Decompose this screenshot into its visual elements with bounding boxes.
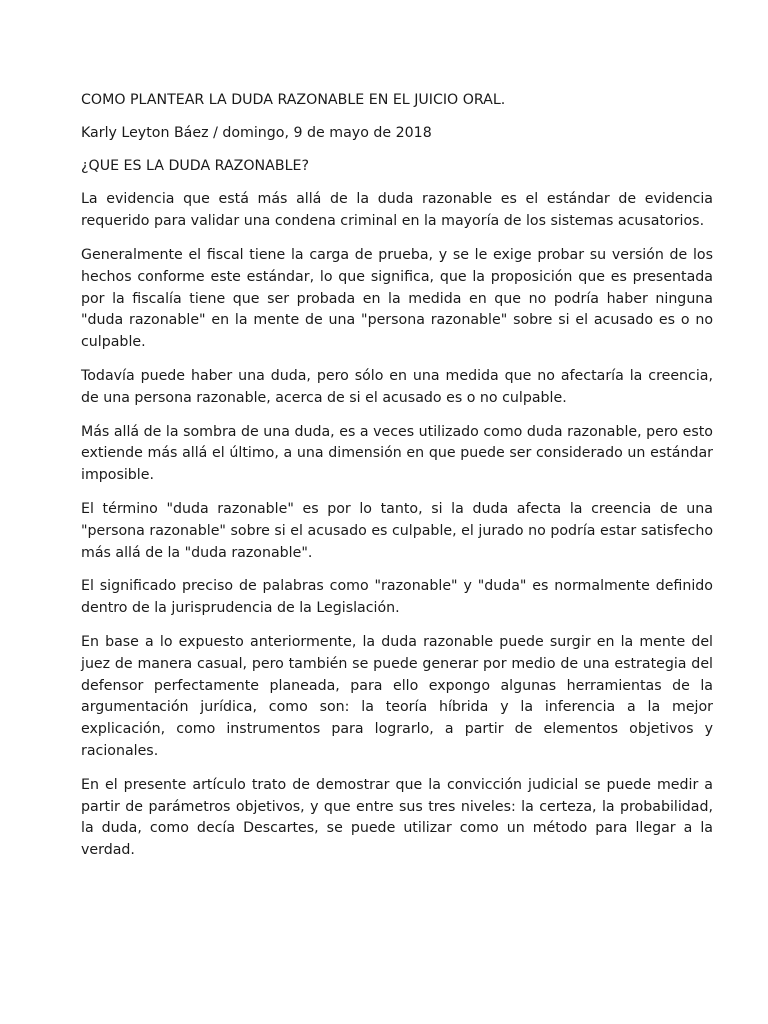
document-page — [81, 90, 713, 874]
section-heading: ¿QUE ES LA DUDA RAZONABLE? — [81, 157, 310, 174]
paragraph: En base a lo expuesto anteriormente, la duda razonable puede surgir en la mente del juez de manera casual, pero también se puede generar por medio de una estrategia del defensor perfectamente planeada, para ello expongo algunas herramientas de la argumentación jurídica, como son: la teoría híbrida y la inferencia a la mejor explicación, como instrumentos para lograrlo, a partir de elementos objetivos y racionales. — [81, 633, 713, 759]
paragraph: El término "duda razonable" es por lo tanto, si la duda afecta la creencia de una "persona razonable" sobre si el acusado es culpable, el jurado no podría estar satisfecho más allá de la "duda razonable". — [81, 500, 713, 561]
paragraph: Todavía puede haber una duda, pero sólo en una medida que no afectaría la creencia, de una persona razonable, acerca de si el acusado es o no culpable. — [81, 367, 713, 406]
author-date-line: Karly Leyton Báez / domingo, 9 de mayo de 2018 — [81, 124, 432, 141]
paragraph: En el presente artículo trato de demostrar que la convicción judicial se puede medir a partir de parámetros objetivos, y que entre sus tres niveles: la certeza, la probabilidad, la duda, como decía Descartes, se puede utilizar como un método para llegar a la verdad. — [81, 776, 713, 859]
paragraph: El significado preciso de palabras como "razonable" y "duda" es normalmente definido dentro de la jurisprudencia de la Legislación. — [81, 578, 713, 617]
paragraph: Más allá de la sombra de una duda, es a veces utilizado como duda razonable, pero esto extiende más allá el último, a una dimensión en que puede ser considerado un estándar imposible. — [81, 423, 713, 484]
paragraph: Generalmente el fiscal tiene la carga de prueba, y se le exige probar su versión de los hechos conforme este estándar, lo que significa, que la proposición que es presentada por la fiscalía tiene que ser probada en la medida en que no podría haber ninguna "duda razonable" en la mente de una "persona razonable" sobre si el acusado es o no culpable. — [81, 246, 713, 351]
document-title: COMO PLANTEAR LA DUDA RAZONABLE EN EL JUICIO ORAL. — [81, 92, 506, 108]
paragraph: La evidencia que está más allá de la duda razonable es el estándar de evidencia requerido para validar una condena criminal en la mayoría de los sistemas acusatorios. — [81, 191, 713, 230]
